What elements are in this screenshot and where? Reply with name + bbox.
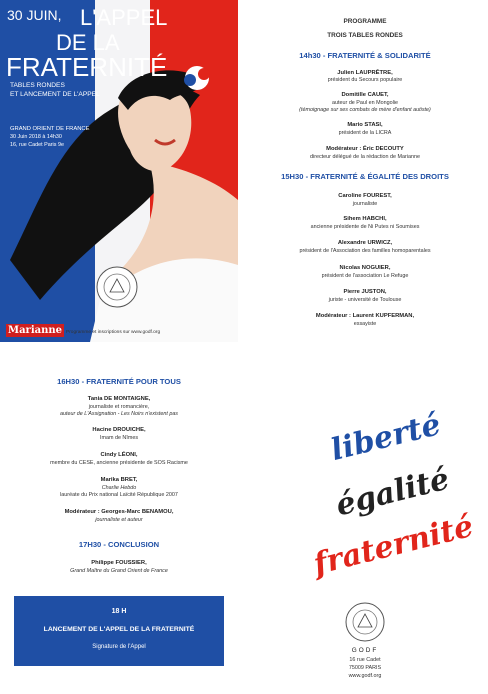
poster-venue-1: GRAND ORIENT DE FRANCE	[10, 126, 90, 132]
speaker-name: Sihem HABCHI,	[343, 216, 387, 222]
programme-heading: PROGRAMME	[343, 18, 387, 25]
session2-title: 15H30 - FRATERNITÉ & ÉGALITÉ DES DROITS	[281, 172, 449, 181]
programme-subheading: TROIS TABLES RONDES	[327, 32, 403, 39]
speaker-desc: président de la LICRA	[338, 130, 392, 136]
session4-title: 17H30 - CONCLUSION	[78, 540, 160, 549]
speaker-name: Caroline FOUREST,	[338, 193, 392, 199]
speaker-name: Mario STASI,	[347, 122, 383, 128]
godf-seal-icon	[95, 265, 139, 309]
closing-title: LANCEMENT DE L'APPEL DE LA FRATERNITÉ	[43, 626, 195, 633]
speaker-desc: journaliste	[352, 201, 378, 207]
speaker-name: Domitille CAUET,	[341, 92, 389, 98]
poster-title-2: DE LA	[56, 30, 120, 55]
closing-box	[14, 596, 224, 666]
closing-sub: Signature de l'Appel	[92, 644, 146, 650]
speaker-desc: membre du CESE, ancienne présidente de SOS Racisme	[50, 460, 188, 466]
poster-date: 30 JUIN,	[7, 7, 62, 23]
session1-title: 14h30 - FRATERNITÉ & SOLIDARITÉ	[299, 51, 431, 60]
closing-time: 18 H	[111, 608, 127, 615]
poster-title-3: FRATERNITÉ	[6, 52, 168, 82]
godf-name: GODF	[351, 647, 379, 654]
speaker-desc: ancienne présidente de Ni Putes ni Soumises	[310, 224, 420, 230]
speaker-desc: juriste - université de Toulouse	[328, 297, 402, 303]
speaker-desc-2: auteur de L'Assignation - Les Noirs n'existent pas	[59, 411, 179, 417]
poster-subtitle-2: ET LANCEMENT DE L'APPEL	[10, 91, 100, 98]
speaker-desc: président de l'Association des familles homoparentales	[299, 248, 431, 254]
godf-addr-2: 75009 PARIS	[348, 665, 382, 671]
moderator-name: Modérateur : Éric DECOUTY	[326, 146, 404, 152]
speaker-desc-2: (témoignage sur ses combats de mère d'enfant autiste)	[299, 107, 431, 113]
speaker-desc: président de l'association Le Refuge	[321, 273, 409, 279]
godf-web[interactable]: www.godf.org	[348, 673, 382, 679]
speaker-desc: auteur de Paul en Mongolie	[332, 100, 398, 106]
moderator-desc: essayiste	[353, 321, 377, 327]
session3-title: 16H30 - FRATERNITÉ POUR TOUS	[57, 377, 181, 386]
moderator-name: Modérateur : Georges-Marc BENAMOU,	[64, 509, 174, 515]
speaker-name: Nicolas NOGUIER,	[339, 265, 391, 271]
marianne-logo: Marianne	[8, 325, 62, 336]
speaker-name: Philippe FOUSSIER,	[91, 560, 147, 566]
speaker-desc: Charlie Hebdo	[101, 485, 137, 491]
speaker-name: Marika BRET,	[100, 477, 138, 483]
motto-fraternite: fraternité	[310, 508, 477, 583]
motto-liberte: liberté	[327, 407, 445, 468]
poster-title-1: L'APPEL	[80, 5, 168, 30]
speaker-name: Cindy LÉONI,	[100, 452, 138, 458]
moderator-name: Modérateur : Laurent KUPFERMAN,	[315, 313, 415, 319]
speaker-desc: président du Secours populaire	[327, 77, 403, 83]
poster-panel	[0, 0, 238, 342]
poster-subtitle-1: TABLES RONDES	[10, 82, 65, 89]
speaker-name: Julien LAUPRÊTRE,	[337, 70, 393, 76]
godf-seal-icon	[344, 601, 386, 643]
speaker-desc: Grand Maître du Grand Orient de France	[70, 568, 168, 574]
speaker-desc: Imam de Nîmes	[99, 435, 139, 441]
moderator-desc: directeur délégué de la rédaction de Marianne	[310, 154, 420, 160]
speaker-desc: journaliste et romancière,	[88, 404, 150, 410]
speaker-name: Alexandre URWICZ,	[337, 240, 393, 246]
poster-venue-2: 30 Juin 2018 à 14h30	[10, 134, 62, 140]
motto-egalite: égalité	[332, 461, 453, 524]
speaker-desc-2: lauréate du Prix national Laïcité République 2007	[60, 492, 178, 498]
poster-venue-3: 16, rue Cadet Paris 9e	[10, 142, 64, 148]
poster-footer: Programme et inscriptions sur www.godf.org	[66, 330, 161, 335]
speaker-name: Pierre JUSTON,	[343, 289, 387, 295]
godf-addr-1: 16 rue Cadet	[349, 657, 381, 663]
moderator-desc: journaliste et auteur	[95, 517, 143, 523]
speaker-name: Hacine DROUICHE,	[92, 427, 146, 433]
speaker-name: Tania DE MONTAIGNE,	[87, 396, 151, 402]
